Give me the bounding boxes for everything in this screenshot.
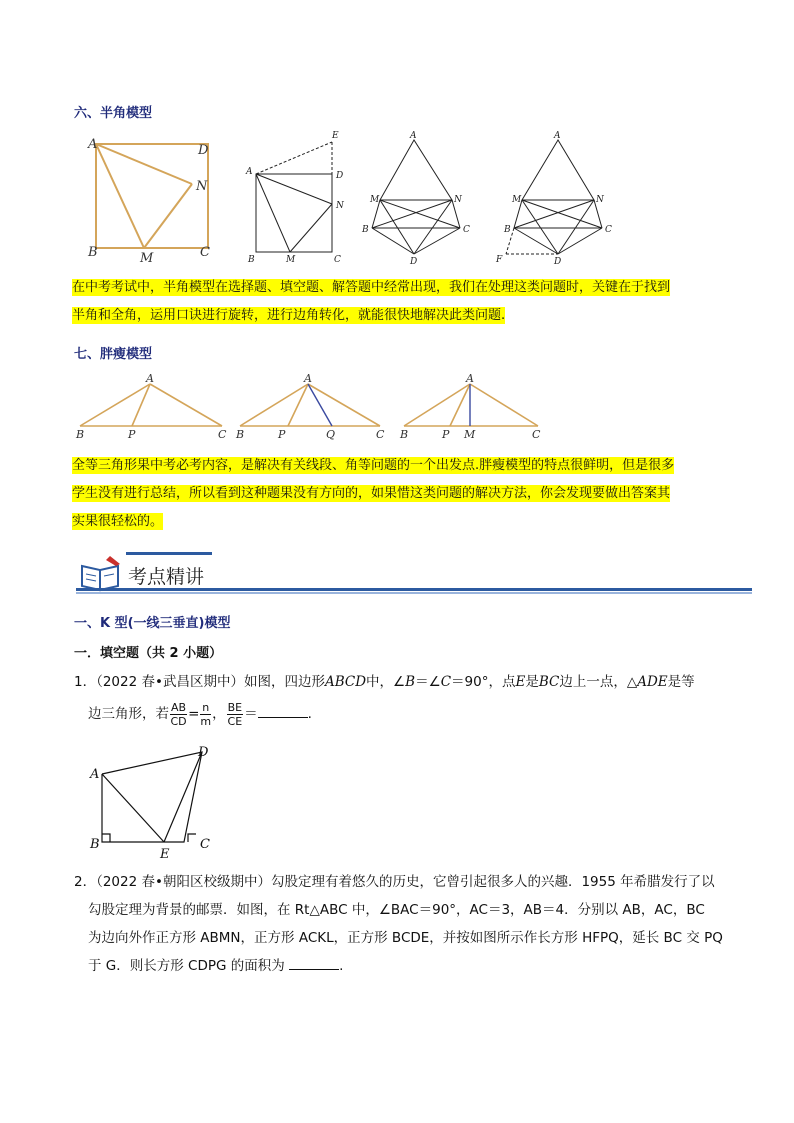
figure-label: D (198, 143, 209, 158)
figure-square-sketch (96, 144, 208, 248)
figure-label: B (236, 428, 245, 441)
figure-label: B (90, 837, 100, 852)
figure-fat-thin-1 (80, 384, 222, 426)
figure-label: M (140, 251, 154, 266)
figure-label: C (334, 255, 341, 265)
figure-label: P (278, 428, 286, 441)
figure-label: C (376, 428, 385, 441)
fat-thin-figures (70, 370, 550, 442)
section-heading-fat-thin: 七、胖瘦模型 (74, 347, 153, 362)
question-1: 1．（2022 春•武昌区期中）如图，四边形ABCD中，∠B＝∠C＝90°，点E是BC边上一点，△ADE是等 边三角形，若 $\frac{AB}{CD}$ = $\frac{n}{m}$ ， $\frac{BE}{CE}$ ＝ . (74, 674, 695, 728)
note-line: 学生没有进行总结，所以看到这种题果没有方向的，如果惜这类问题的解决方法，你会发现要做出答案其 (72, 486, 671, 501)
figure-label: C (218, 428, 227, 441)
note-line: 实果很轻松的。 (72, 514, 164, 529)
answer-blank[interactable] (258, 703, 308, 718)
figure-label: D (410, 257, 418, 267)
figure-label: B (362, 225, 369, 235)
figure-label: B (76, 428, 85, 441)
label: A (88, 137, 98, 152)
fraction-n-m: $\frac{n}{m}$ (200, 700, 212, 728)
figure-label: C (605, 225, 612, 235)
figure-label: A (466, 372, 474, 385)
figure-label: B (88, 245, 98, 260)
figure-label: P (442, 428, 450, 441)
figure-label: C (463, 225, 470, 235)
figure-label: P (128, 428, 136, 441)
figure-triangle-half-angle (372, 140, 460, 254)
answer-blank[interactable] (289, 955, 339, 970)
figure-label: M (286, 255, 296, 265)
figure-label: A (146, 372, 154, 385)
figure-label: A (90, 767, 100, 782)
fill-blank-heading: 一．填空题（共 2 小题） (74, 646, 223, 661)
figure-label: C (532, 428, 541, 441)
fraction-ab-cd: $\frac{AB}{CD}$ (170, 700, 187, 728)
figure-label: A (246, 167, 253, 177)
figure-label: M (512, 195, 522, 205)
question-2: 2．（2022 春•朝阳区校级期中）勾股定理有着悠久的历史，它曾引起很多人的兴趣．1955 年希腊发行了以 勾股定理为背景的邮票．如图，在 Rt△ABC 中，∠BAC＝90°，AC＝3，AB＝4．分别以 AB，AC，BC 为边向外作正方形 ABMN，正方形 ACKL，正方形 BCDE，并按如图所示作长方形 HFPQ，延长 BC 交 PQ 于 G．则长方形 CDPG 的面积为 . (74, 874, 723, 974)
section-banner (76, 552, 752, 598)
figure-label: D (198, 745, 209, 760)
figure-label: M (464, 428, 476, 441)
figure-label: N (596, 195, 604, 205)
k-model-heading: 一、K 型(一线三垂直)模型 (74, 616, 231, 631)
figure-label: E (160, 847, 170, 862)
note-line: 全等三角形果中考必考内容，是解决有关线段、角等问题的一个出发点.胖瘦模型的特点很鲜明，但是很多 (72, 458, 675, 473)
note-line: 半角和全角，运用口诀进行旋转，进行边角转化，就能很快地解决此类问题. (72, 308, 506, 323)
fraction-be-ce: $\frac{BE}{CE}$ (227, 700, 243, 728)
figure-label: F (496, 255, 503, 265)
figure-label: B (504, 225, 511, 235)
banner-title: 考点精讲 (128, 566, 205, 588)
figure-square-rotation (256, 142, 332, 252)
figure-label: A (304, 372, 312, 385)
figure-label: N (336, 201, 344, 211)
figure-fat-thin-3 (404, 384, 538, 426)
figure-label: N (196, 179, 208, 194)
figure-label: D (336, 171, 344, 181)
half-angle-figures (80, 128, 640, 268)
figure-label: E (332, 131, 339, 141)
figure-label: C (200, 245, 210, 260)
figure-label: B (400, 428, 409, 441)
section-heading-half-angle: 六、半角模型 (74, 106, 153, 121)
note-line: 在中考考试中，半角模型在选择题、填空题、解答题中经常出现，我们在处理这类问题时，关键在于找到 (72, 280, 671, 295)
figure-label: N (454, 195, 462, 205)
figure-label: D (554, 257, 562, 267)
q1-figure (84, 742, 224, 866)
figure-label: B (248, 255, 255, 265)
figure-fat-thin-2 (240, 384, 380, 426)
figure-label: Q (326, 428, 336, 441)
figure-label: M (370, 195, 380, 205)
figure-label: A (554, 131, 561, 141)
figure-label: C (200, 837, 210, 852)
figure-label: A (410, 131, 417, 141)
